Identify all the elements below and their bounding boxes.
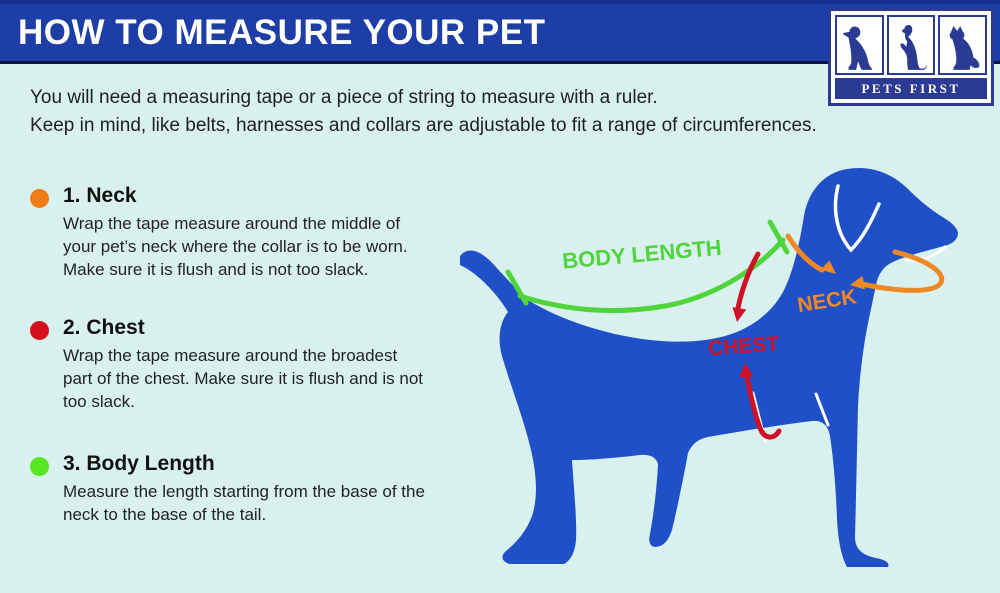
chest-label: CHEST	[707, 332, 780, 361]
step-2-line-1: Wrap the tape measure around the broadest	[63, 346, 398, 365]
page-title: HOW TO MEASURE YOUR PET	[18, 13, 546, 52]
step-2-line-3: too slack.	[63, 392, 135, 411]
step-3-heading: 3. Body Length	[63, 452, 215, 475]
logo-dog-panels	[835, 15, 987, 75]
step-1-description	[63, 212, 408, 281]
step-3-bullet	[30, 457, 49, 476]
step-2-heading: 2. Chest	[63, 316, 145, 339]
logo-panel-1	[835, 15, 884, 75]
begging-dog-icon	[892, 23, 930, 73]
chest-arrowhead-top	[733, 307, 747, 322]
step-2-line-2: part of the chest. Make sure it is flush and is not	[63, 369, 424, 388]
step-1-line-1: Wrap the tape measure around the middle of	[63, 214, 401, 233]
logo-panel-2	[887, 15, 936, 75]
shepherd-dog-icon	[944, 23, 982, 73]
intro-line-1: You will need a measuring tape or a piece of string to measure with a ruler.	[30, 87, 658, 108]
step-1-line-2: your pet’s neck where the collar is to be worn.	[63, 237, 408, 256]
logo-panel-3	[938, 15, 987, 75]
intro-text	[30, 84, 817, 140]
step-2-bullet	[30, 321, 49, 340]
body-length-measure	[508, 222, 787, 311]
intro-line-2: Keep in mind, like belts, harnesses and collars are adjustable to fit a range of circumferences.	[30, 115, 817, 136]
step-3-line-1: Measure the length starting from the base of the	[63, 482, 425, 501]
step-2-description	[63, 344, 423, 413]
step-1-line-3: Make sure it is flush and is not too slack.	[63, 260, 369, 279]
neck-label: NECK	[795, 285, 859, 318]
sitting-retriever-icon	[840, 23, 878, 73]
step-3-line-2: neck to the base of the tail.	[63, 505, 267, 524]
step-3-description	[63, 480, 425, 526]
step-1-bullet	[30, 189, 49, 208]
step-1-heading: 1. Neck	[63, 184, 137, 207]
dog-silhouette	[460, 168, 958, 567]
logo-brand-text: PETS FIRST	[835, 78, 987, 99]
dog-measurement-diagram	[450, 160, 995, 580]
body-length-label: BODY LENGTH	[561, 234, 723, 274]
pets-first-logo	[828, 8, 994, 106]
